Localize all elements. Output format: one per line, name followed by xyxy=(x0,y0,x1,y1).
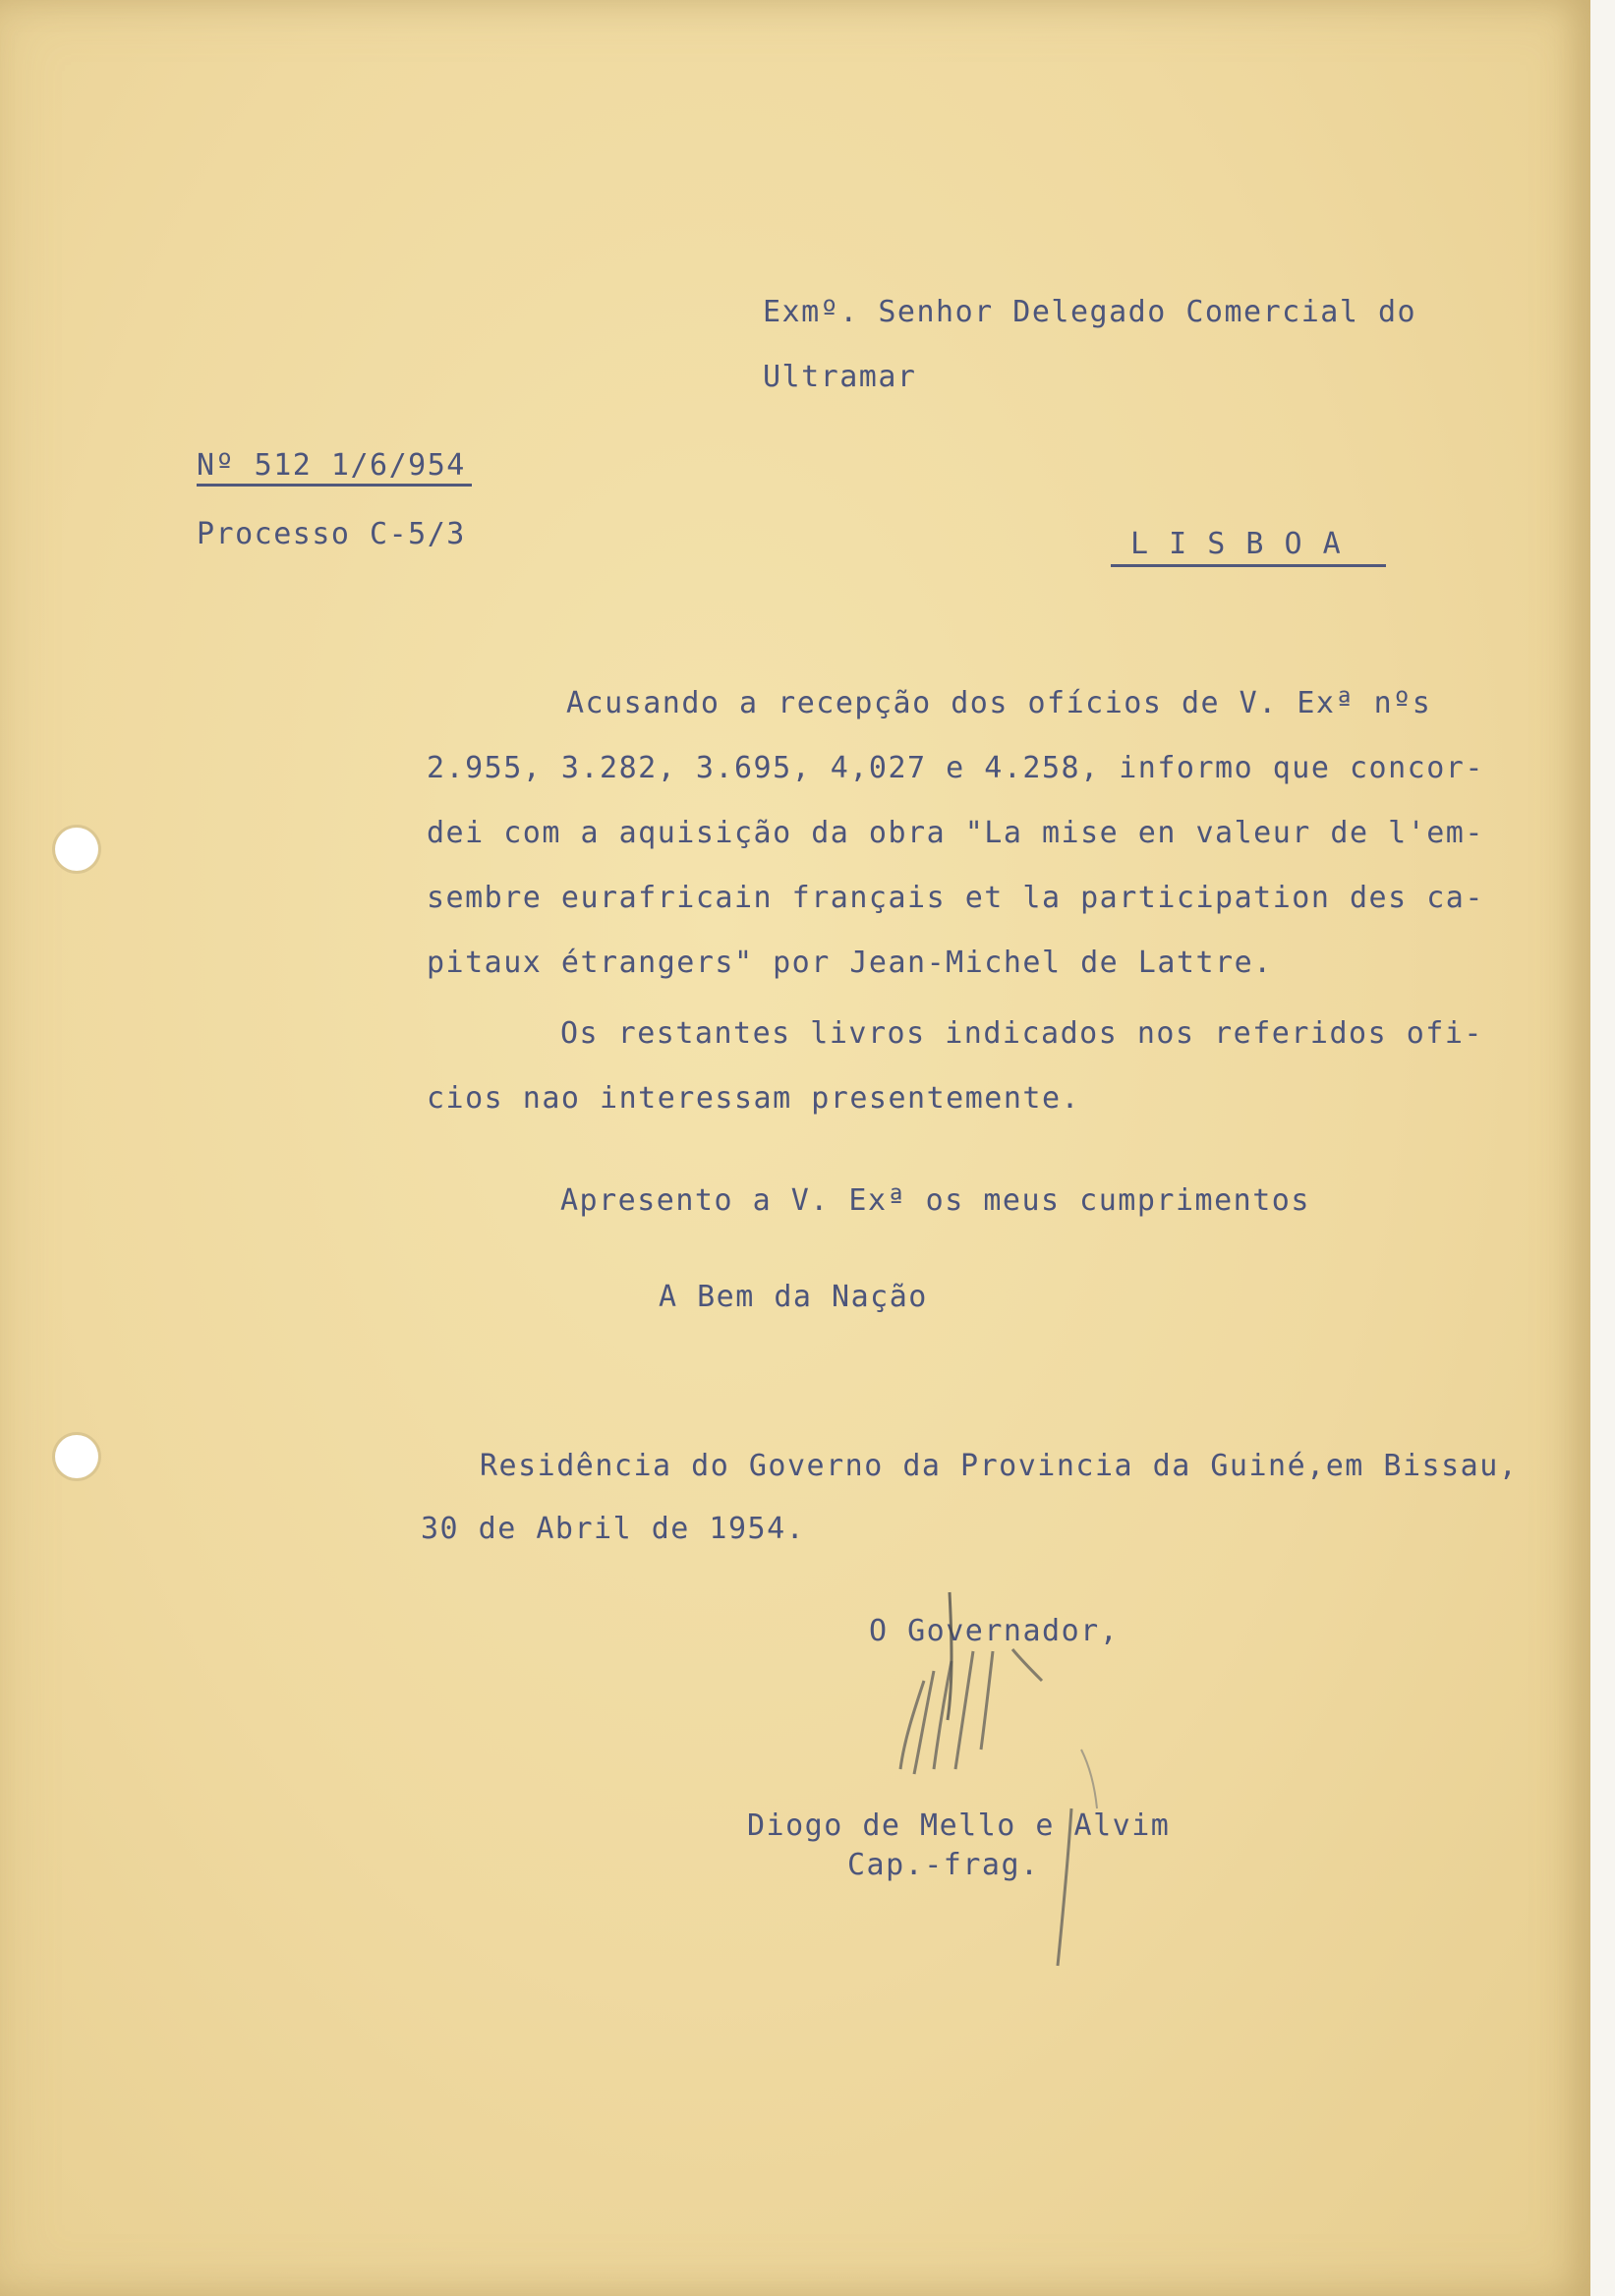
body-p1-line3: dei com a aquisição da obra "La mise en valeur de l'em- xyxy=(427,816,1484,850)
city-underline xyxy=(1111,564,1386,567)
greeting: Apresento a V. Exª os meus cumprimentos xyxy=(560,1183,1310,1218)
addressee-line2: Ultramar xyxy=(763,360,917,394)
reference-underline xyxy=(197,484,472,487)
punch-hole-top xyxy=(55,828,98,871)
place-line1: Residência do Governo da Provincia da Guiné,em Bissau, xyxy=(480,1449,1519,1483)
punch-hole-bottom xyxy=(55,1435,98,1478)
body-p2-line2: cios nao interessam presentemente. xyxy=(427,1081,1081,1116)
process-number: Processo C-5/3 xyxy=(197,517,466,551)
reference-number: Nº 512 1/6/954 xyxy=(197,448,466,483)
body-p1-line4: sembre eurafricain français et la participation des ca- xyxy=(427,881,1484,915)
body-p1-line5: pitaux étrangers" por Jean-Michel de Lattre. xyxy=(427,946,1273,980)
handwritten-signature xyxy=(865,1573,1160,1985)
body-p2-line1: Os restantes livros indicados nos referidos ofi- xyxy=(560,1016,1483,1051)
place-line2: 30 de Abril de 1954. xyxy=(421,1512,806,1546)
signatory-rank: Cap.-frag. xyxy=(847,1848,1040,1882)
body-p1-line2: 2.955, 3.282, 3.695, 4,027 e 4.258, informo que concor- xyxy=(427,751,1484,785)
addressee-city: L I S B O A xyxy=(1130,527,1343,561)
scan-margin xyxy=(1590,0,1615,2296)
addressee-line1: Exmº. Senhor Delegado Comercial do xyxy=(763,295,1417,329)
motto: A Bem da Nação xyxy=(659,1280,928,1314)
body-p1-line1: Acusando a recepção dos ofícios de V. Exª nºs xyxy=(566,686,1432,720)
signatory-title: O Governador, xyxy=(869,1614,1120,1648)
signatory-name: Diogo de Mello e Alvim xyxy=(747,1808,1171,1843)
